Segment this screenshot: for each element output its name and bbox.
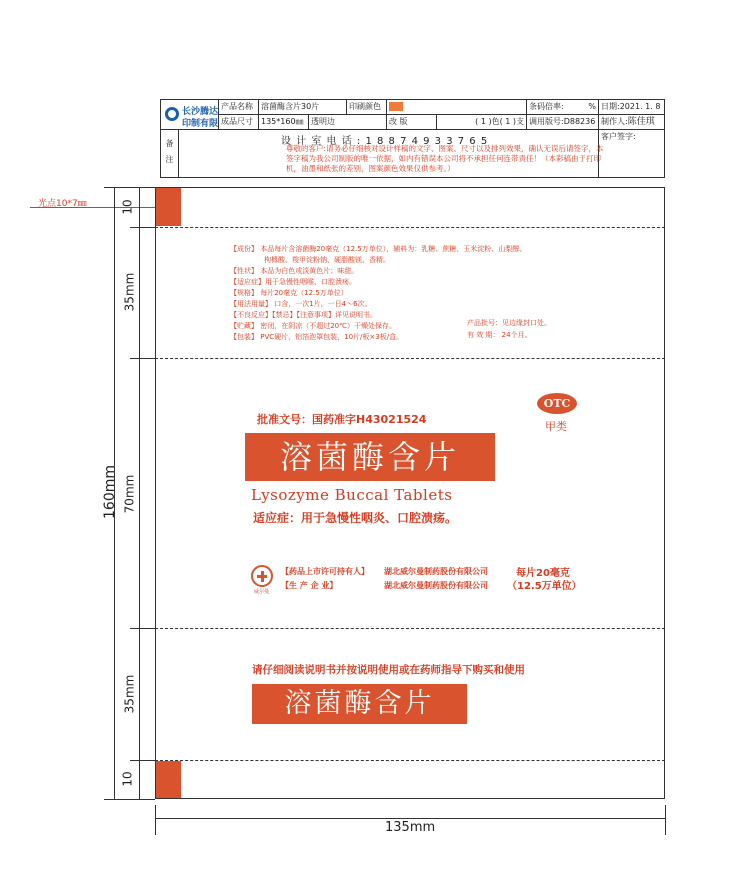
logo-text-line2: 印制有限	[182, 119, 219, 129]
indication: 适应症：用于急慢性咽炎、口腔溃疡。	[253, 511, 458, 525]
manufacturer-logo-text: 威尔曼	[254, 589, 270, 595]
product-name-label: 产品名称	[219, 100, 259, 115]
eye-mark-top	[156, 188, 181, 226]
otc-class: 甲类	[545, 420, 567, 433]
maker-cell	[599, 115, 665, 130]
batch-label: 产品批号：见边缘封口处。	[467, 319, 551, 327]
spec-line2: （12.5万单位）	[507, 581, 582, 592]
logo-icon	[165, 107, 179, 121]
print-color-label: 印刷颜色	[347, 100, 387, 115]
barcode-cell	[527, 100, 599, 115]
version-label: 调用版号:	[529, 117, 564, 126]
seg2-label: 35mm	[122, 272, 137, 312]
light-point-line	[30, 207, 155, 208]
fold-line-2	[155, 358, 665, 359]
dim-tick	[104, 799, 155, 800]
product-title-cn-bottom: 溶菌酶含片	[252, 684, 467, 724]
dim-tick	[130, 358, 155, 359]
product-title-en: Lysozyme Buccal Tablets	[251, 486, 453, 504]
fold-line-3	[155, 628, 665, 629]
mah-label: 【药品上市许可持有人】	[281, 567, 369, 576]
dim-tick	[130, 628, 155, 629]
dim-tick	[130, 760, 155, 761]
fold-line-4	[155, 760, 665, 761]
size-label: 成品尺寸	[219, 115, 259, 130]
logo-text-line1: 长沙腾达	[182, 107, 219, 117]
approval-number: 批准文号：国药准字H43021524	[257, 413, 427, 426]
color-swatch	[389, 102, 403, 111]
seg3-label: 70mm	[122, 474, 137, 514]
ins-line: 【用法用量】 口含，一次1片，一日4～6次。	[230, 300, 372, 308]
transparent-edge: 透明边	[309, 115, 387, 130]
company-logo	[161, 100, 219, 130]
seg4-label: 35mm	[122, 674, 137, 714]
width-dim-tick	[665, 805, 666, 835]
width-label: 135mm	[385, 820, 436, 835]
width-dim-tick	[155, 805, 156, 835]
ins-line: 枸橼酸、羧甲淀粉钠、硬脂酸镁、香精。	[264, 256, 390, 264]
barcode-label: 条码倍率:	[529, 102, 564, 111]
customer-sign: 客户签字:	[601, 132, 636, 141]
print-color-swatch-cell	[387, 100, 527, 115]
ins-line: 【贮藏】 密闭，在阴凉（不超过20℃）干燥处保存。	[230, 322, 396, 330]
dim-tick	[130, 227, 155, 228]
date-value: 2021. 1. 8	[619, 102, 661, 111]
color-spec: ( 1 )色( 1 )支	[437, 115, 527, 130]
spec-line1: 每片20毫克	[516, 568, 570, 579]
mfr-value: 湖北威尔曼制药股份有限公司	[384, 581, 488, 590]
manufacturer-logo-icon	[251, 565, 273, 587]
ins-line: 【性状】 本品为白色或淡黄色片；味甜。	[230, 267, 359, 275]
customer-notice: 尊敬的客户:请务必仔细核对设计样稿的文字、图案、尺寸以及排列效果，确认无误后请签字，本签字稿为我公司制版的唯一依据，如内有错误本公司将不承担任何连带责任！（本彩稿由于打印机，油墨和纸张的差别，图案颜色效果仅供参考。）	[286, 144, 604, 173]
expiry-label: 有 效 期： 24个月。	[467, 331, 532, 339]
seg1-label: 10	[120, 199, 135, 215]
ins-line: 【适应症】用于急慢性咽喉、口腔溃疡。	[230, 278, 356, 286]
remark-label: 备 注	[161, 130, 179, 178]
size-value: 135*160㎜	[259, 115, 309, 130]
maker-value: 陈佳琪	[627, 117, 655, 127]
date-cell	[599, 100, 665, 115]
width-dim-line	[155, 818, 665, 819]
version-value: D88236	[563, 117, 596, 126]
spec-header-table	[160, 99, 665, 178]
design-phone: 设 计 室 电 话 : 1 8 8 7 4 9 3 3 7 6 5	[281, 136, 489, 147]
revision-label: 改 版	[387, 115, 437, 130]
purchase-warning: 请仔细阅读说明书并按说明使用或在药师指导下购买和使用	[252, 664, 525, 676]
ins-line: 【成份】 本品每片含溶菌酶20毫克（12.5万单位），辅料为：乳糖、蔗糖、玉米淀粉、山梨醇、	[230, 245, 527, 253]
product-name-value: 溶菌酶含片30片	[259, 100, 347, 115]
mfr-label: 【生 产 企 业】	[281, 581, 338, 590]
segment-dim-line	[139, 187, 140, 799]
maker-label: 制作人:	[601, 117, 628, 126]
ins-line: 【规格】 每片20毫克（12.5万单位）	[230, 289, 348, 297]
version-cell	[527, 115, 599, 130]
eye-mark-bottom	[156, 761, 181, 798]
ins-line: 【不良反应】【禁忌】【注意事项】详见说明书。	[230, 311, 377, 319]
light-point-label: 光点10*7㎜	[38, 199, 87, 209]
seg5-label: 10	[120, 771, 135, 787]
otc-badge: OTC	[537, 393, 577, 414]
barcode-value: %	[588, 102, 596, 111]
ins-line: 【包装】 PVC硬片，铝箔泡罩包装，10片/板×3板/盒。	[230, 333, 404, 341]
fold-line-1	[155, 227, 665, 228]
mah-value: 湖北威尔曼制药股份有限公司	[384, 567, 488, 576]
dim-tick	[104, 187, 155, 188]
product-title-cn: 溶菌酶含片	[245, 433, 495, 481]
date-label: 日期:	[601, 102, 620, 111]
total-height-label: 160mm	[102, 465, 118, 519]
